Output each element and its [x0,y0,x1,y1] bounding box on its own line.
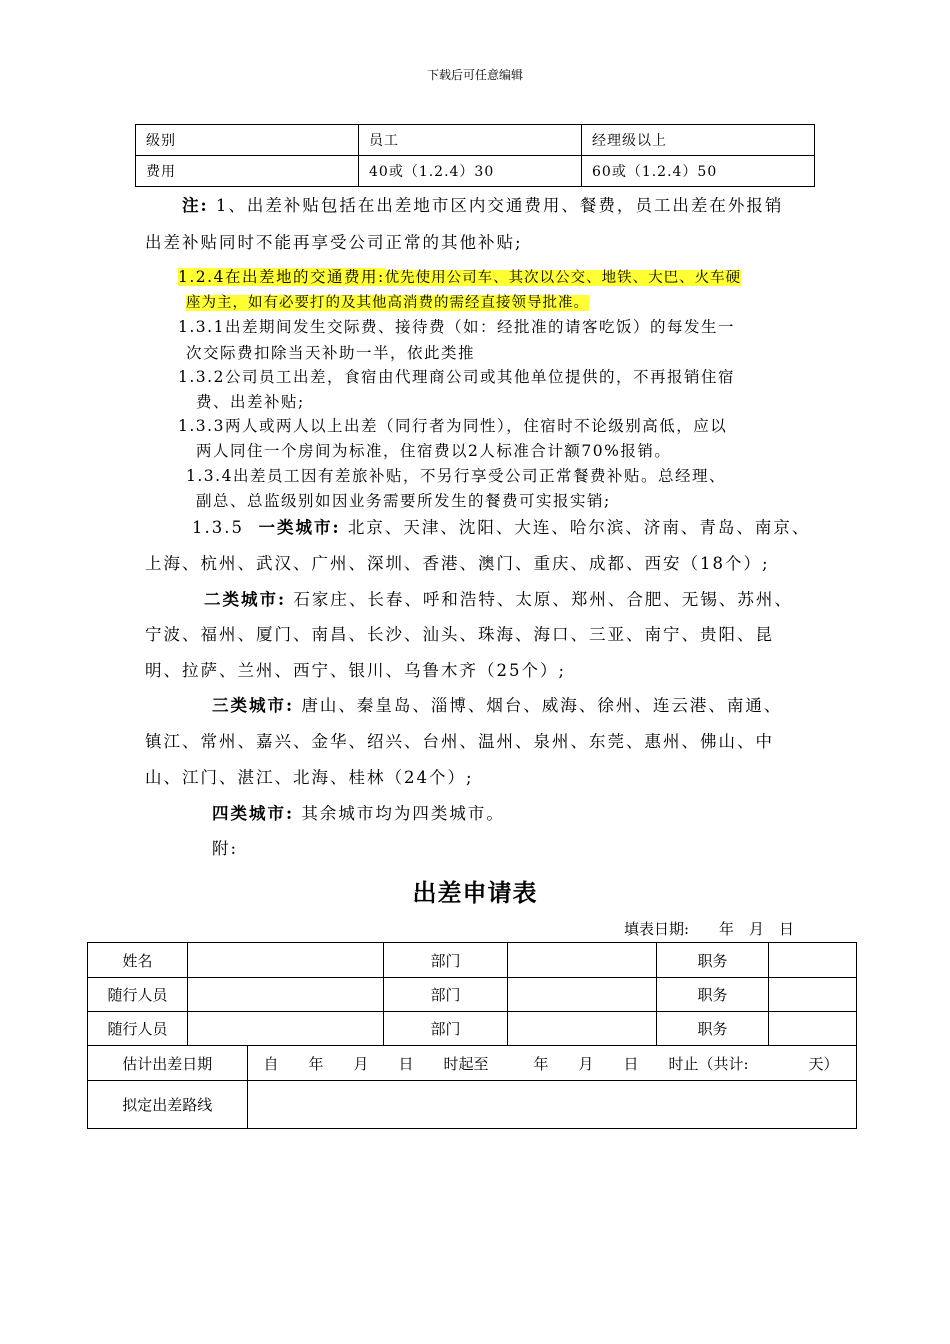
dept-label: 部门 [384,978,508,1012]
name-input[interactable] [188,943,248,978]
application-form [87,942,857,1129]
fee-cell: 40或（1.2.4）30 [359,156,582,187]
companion-label: 随行人员 [88,978,188,1012]
city2-line-1: 二类城市: 石家庄、长春、呼和浩特、太原、郑州、合肥、无锡、苏州、 [204,590,793,609]
note-line-1: 注: 1、出差补贴包括在出差地市区内交通费用、餐费，员工出差在外报销 [182,196,784,215]
city3-line-3: 山、江门、湛江、北海、桂林（24个）; [145,768,474,787]
city3-line-2: 镇江、常州、嘉兴、金华、绍兴、台州、温州、泉州、东莞、惠州、佛山、中 [145,732,774,751]
route-label: 拟定出差路线 [88,1081,248,1129]
rule-132-line-2: 费、出差补贴; [196,393,305,411]
table-row [136,125,815,156]
city1-line-2: 上海、杭州、武汉、广州、深圳、香港、澳门、重庆、成都、西安（18个）; [145,554,770,573]
table-row [88,943,857,978]
dept-input[interactable] [508,978,657,1012]
table-row [88,1081,857,1129]
position-input[interactable] [769,1012,857,1046]
table-row [136,156,815,187]
city2-label: 二类城市: [204,590,287,609]
city1-label: 一类城市: [258,518,341,537]
companion-label: 随行人员 [88,1012,188,1046]
highlight-line-2: 座为主，如有必要打的及其他高消费的需经直接领导批准。 [186,295,589,311]
dept-label: 部门 [384,943,508,978]
rule-134-line-1: 1.3.4出差员工因有差旅补贴，不另行享受公司正常餐费补贴。总经理、 [186,467,726,485]
rule-133-line-1: 1.3.3两人或两人以上出差（同行者为同性），住宿时不论级别高低，应以 [178,417,728,435]
city1-line-1: 1.3.5 一类城市: 北京、天津、沈阳、大连、哈尔滨、济南、青岛、南京、 [192,518,811,537]
fee-cell: 费用 [136,156,359,187]
route-input[interactable] [247,1081,857,1129]
attachment-label: 附: [212,839,239,858]
dept-input[interactable] [508,1012,657,1046]
note-line-2: 出差补贴同时不能再享受公司正常的其他补贴; [145,233,523,252]
rule-131-line-1: 1.3.1出差期间发生交际费、接待费（如：经批准的请客吃饭）的每发生一 [178,318,735,336]
fee-table [135,124,815,187]
fee-cell: 60或（1.2.4）50 [582,156,815,187]
fill-date: 填表日期: 年 月 日 [624,920,795,938]
highlight-line-1: 1.2.4在出差地的交通费用:优先使用公司车、其次以公交、地铁、大巴、火车硬 [178,268,742,286]
page-header: 下载后可任意编辑 [426,68,523,82]
rule-133-line-2: 两人同住一个房间为标准，住宿费以2人标准合计额70%报销。 [196,442,672,460]
name-label: 姓名 [88,943,188,978]
city2-line-3: 明、拉萨、兰州、西宁、银川、乌鲁木齐（25个）; [145,661,567,680]
companion-input-ext[interactable] [247,1012,384,1046]
fee-cell: 级别 [136,125,359,156]
city2-line-2: 宁波、福州、厦门、南昌、长沙、汕头、珠海、海口、三亚、南宁、贵阳、昆 [145,625,774,644]
fee-cell: 经理级以上 [582,125,815,156]
position-input[interactable] [769,943,857,978]
companion-input-ext[interactable] [247,978,384,1012]
companion-input[interactable] [188,978,248,1012]
form-title: 出差申请表 [412,878,538,907]
city4-line: 四类城市: 其余城市均为四类城市。 [212,804,505,823]
position-input[interactable] [769,978,857,1012]
est-date-field[interactable]: 自 年 月 日 时起至 年 月 日 时止（共计: 天） [247,1046,857,1081]
city3-label: 三类城市: [212,696,295,715]
table-row [88,1046,857,1081]
city4-label: 四类城市: [212,804,295,823]
name-input-ext[interactable] [247,943,384,978]
table-row [88,978,857,1012]
rule-131-line-2: 次交际费扣除当天补助一半，依此类推 [186,344,476,362]
note-label: 注: [182,196,209,215]
position-label: 职务 [657,943,769,978]
city3-line-1: 三类城市: 唐山、秦皇岛、淄博、烟台、威海、徐州、连云港、南通、 [212,696,783,715]
dept-label: 部门 [384,1012,508,1046]
dept-input[interactable] [508,943,657,978]
rule-132-line-1: 1.3.2公司员工出差，食宿由代理商公司或其他单位提供的，不再报销住宿 [178,368,735,386]
table-row [88,1012,857,1046]
rule-134-line-2: 副总、总监级别如因业务需要所发生的餐费可实报实销; [196,492,611,510]
position-label: 职务 [657,1012,769,1046]
est-date-label: 估计出差日期 [88,1046,248,1081]
position-label: 职务 [657,978,769,1012]
fee-cell: 员工 [359,125,582,156]
companion-input[interactable] [188,1012,248,1046]
